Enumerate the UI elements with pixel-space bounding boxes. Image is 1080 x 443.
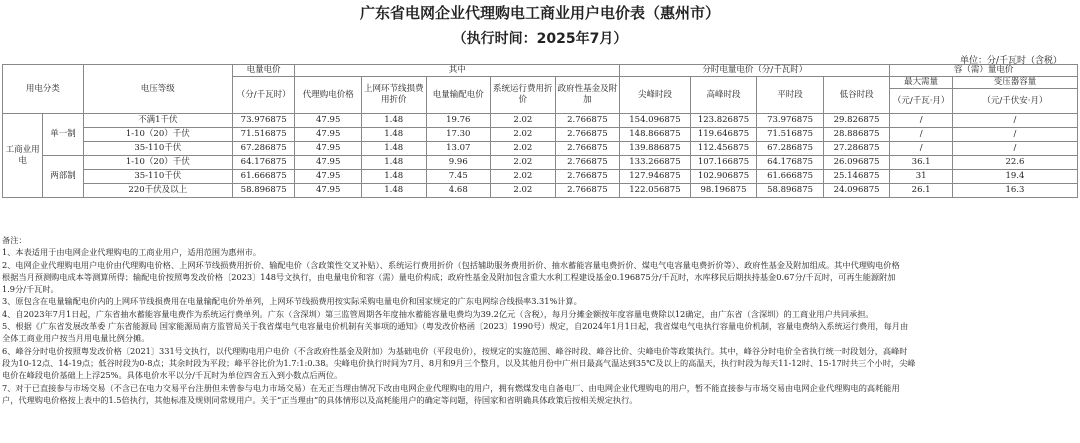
cell-sharp: 127.946875 (620, 170, 691, 184)
cell-flat: 61.666875 (757, 170, 824, 184)
cell-peak: 112.456875 (690, 142, 757, 156)
cell-peak: 98.196875 (690, 184, 757, 198)
table-row (3, 142, 1078, 156)
cell-transmission: 4.68 (426, 184, 491, 198)
table-row (3, 156, 1078, 170)
header-of-which: 其中 (295, 65, 620, 77)
cell-peak: 102.906875 (690, 170, 757, 184)
header-gov-fund: 政府性基金及附加 (555, 77, 620, 114)
note-line: 段为10-12点、14-19点；低谷时段为0-8点；其余时段为平段；峰平谷比价为1.7:1:0.38。尖峰电价执行时间为7月、8月和9月三个整月，以及其他月份中广州日最高气温达到35℃及以上的高温天，执行时段为每天11-12时、15-17时共三个小时，尖峰 (2, 357, 916, 368)
cell-total: 67.286875 (232, 142, 295, 156)
cell-flat: 64.176875 (757, 156, 824, 170)
cell-sharp: 148.866875 (620, 128, 691, 142)
cell-sharp: 154.096875 (620, 114, 691, 128)
subcategory-dual: 两部制 (43, 156, 83, 198)
header-voltage: 电压等级 (83, 65, 232, 114)
cell-total: 71.516875 (232, 128, 295, 142)
table-row (3, 114, 1078, 128)
cell-system: 2.02 (491, 184, 556, 198)
cell-gov: 2.766875 (555, 184, 620, 198)
cell-gov: 2.766875 (555, 114, 620, 128)
cell-transmission: 7.45 (426, 170, 491, 184)
header-peak: 高峰时段 (690, 77, 757, 114)
cell-total: 58.896875 (232, 184, 295, 198)
cell-valley: 26.096875 (823, 156, 890, 170)
table-row (3, 184, 1078, 198)
cell-demand: / (890, 114, 953, 128)
cell-loss: 1.48 (361, 128, 426, 142)
table-row (3, 170, 1078, 184)
cell-demand: / (890, 142, 953, 156)
cell-purchase: 47.95 (295, 128, 362, 142)
unit-label: 单位：分/千瓦时（含税） (959, 56, 1062, 66)
cell-loss: 1.48 (361, 184, 426, 198)
page-title: 广东省电网企业代理购电工商业用户电价表（惠州市） (359, 4, 720, 22)
note-line: 全体工商业用户按当月用电量比例分摊。 (2, 333, 150, 344)
category-main: 工商业用电 (3, 114, 43, 198)
cell-purchase: 47.95 (295, 184, 362, 198)
cell-voltage: 220千伏及以上 (83, 184, 232, 198)
cell-peak: 107.166875 (690, 156, 757, 170)
cell-voltage: 35-110千伏 (83, 142, 232, 156)
cell-system: 2.02 (491, 128, 556, 142)
cell-sharp: 133.266875 (620, 156, 691, 170)
cell-total: 64.176875 (232, 156, 295, 170)
cell-flat: 67.286875 (757, 142, 824, 156)
cell-voltage: 1-10（20）千伏 (83, 156, 232, 170)
header-category: 用电分类 (3, 65, 84, 114)
cell-demand: 36.1 (890, 156, 953, 170)
header-transformer-cap: 变压器容量 (952, 77, 1077, 89)
header-max-demand-unit: （元/千瓦·月） (890, 89, 953, 114)
note-line: 6、峰谷分时电价按照粤发改价格〔2021〕331号文执行，以代理购电用户电价（不含政府性基金及附加）为基础电价（平段电价），按规定的实施范围、峰谷时段、峰谷比价、尖峰电价等政策执行。其中，峰谷分时电价全省执行统一时段划分，高峰时 (2, 345, 908, 356)
header-transformer-cap-unit: （元/千伏安·月） (952, 89, 1077, 114)
cell-capacity: 22.6 (952, 156, 1077, 170)
note-line: 7、对于已直接参与市场交易（不含已在电力交易平台注册但未曾参与电力市场交易）在无正当理由情况下改由电网企业代理购电的用户，拥有燃煤发电自备电厂、由电网企业代理购电的用户，暂不能直接参与市场交易由电网企业代理购电的高耗能用 (2, 382, 900, 393)
note-line: 1、本表适用于由电网企业代理购电的工商业用户，适用范围为惠州市。 (2, 247, 262, 258)
cell-loss: 1.48 (361, 156, 426, 170)
cell-transmission: 13.07 (426, 142, 491, 156)
cell-capacity: 16.3 (952, 184, 1077, 198)
note-line: 根据当月预测购电成本等测算所得；输配电价按照粤发改价格〔2023〕148号文执行，由电量电价和容（需）量电价构成；政府性基金及附加包含重大水利工程建设基金0.196875分/千瓦时，水库移民后期扶持基金0.67分/千瓦时，可再生能源附加 (2, 271, 896, 282)
cell-total: 61.666875 (232, 170, 295, 184)
page-subtitle: （执行时间：2025年7月） (452, 31, 628, 47)
cell-loss: 1.48 (361, 114, 426, 128)
cell-loss: 1.48 (361, 142, 426, 156)
cell-purchase: 47.95 (295, 142, 362, 156)
cell-valley: 29.826875 (823, 114, 890, 128)
cell-system: 2.02 (491, 114, 556, 128)
header-tou-group: 分时电量电价（分/千瓦时） (620, 65, 890, 77)
header-system-cost: 系统运行费用折价 (491, 77, 556, 114)
header-line-loss: 上网环节线损费用折价 (361, 77, 426, 114)
cell-capacity: 19.4 (952, 170, 1077, 184)
header-energy-price: 电量电价 (232, 65, 295, 77)
header-transmission: 电量输配电价 (426, 77, 491, 114)
cell-valley: 27.286875 (823, 142, 890, 156)
cell-capacity: / (952, 142, 1077, 156)
note-line: 4、自2023年7月1日起，广东省抽水蓄能容量电费作为系统运行费单列。广东（含深圳）第三监管周期各年度抽水蓄能容量电费均为39.2亿元（含税），每月分摊金额按年度容量电费除以12确定，由广东省（含深圳）的工商业用户共同承担。 (2, 308, 874, 319)
cell-voltage: 35-110千伏 (83, 170, 232, 184)
cell-demand: 26.1 (890, 184, 953, 198)
cell-transmission: 9.96 (426, 156, 491, 170)
cell-transmission: 19.76 (426, 114, 491, 128)
note-line: 户，代理购电价格按上表中的1.5倍执行，其他标准及规则同常规用户。关于“正当理由”的具体情形以及高耗能用户的确定等问题，待国家和省明确具体政策后按相关规定执行。 (2, 394, 638, 405)
cell-capacity: / (952, 128, 1077, 142)
cell-sharp: 122.056875 (620, 184, 691, 198)
cell-voltage: 1-10（20）千伏 (83, 128, 232, 142)
header-max-demand: 最大需量 (890, 77, 953, 89)
cell-flat: 58.896875 (757, 184, 824, 198)
cell-system: 2.02 (491, 170, 556, 184)
cell-purchase: 47.95 (295, 156, 362, 170)
notes-section (2, 234, 1078, 406)
subcategory-single: 单一制 (43, 114, 83, 156)
cell-loss: 1.48 (361, 170, 426, 184)
cell-gov: 2.766875 (555, 170, 620, 184)
note-line: 电价在峰段电价基础上上浮25%。具体电价水平以分/千瓦时为单位四舍五入到小数点后两位。 (2, 370, 343, 381)
cell-valley: 28.886875 (823, 128, 890, 142)
header-energy-price-unit: （分/千瓦时） (232, 77, 295, 114)
price-table (2, 64, 1078, 198)
cell-gov: 2.766875 (555, 142, 620, 156)
note-line: 备注： (2, 235, 27, 245)
cell-gov: 2.766875 (555, 156, 620, 170)
table-row (3, 128, 1078, 142)
note-line: 3、原包含在电量输配电价内的上网环节线损费用在电量输配电价外单列，上网环节线损费用按实际采购电量电价和国家规定的广东电网综合线损率3.31%计算。 (2, 296, 582, 307)
cell-system: 2.02 (491, 156, 556, 170)
cell-demand: / (890, 128, 953, 142)
cell-valley: 24.096875 (823, 184, 890, 198)
header-sharp-peak: 尖峰时段 (620, 77, 691, 114)
note-line: 1.9分/千瓦时。 (2, 284, 59, 295)
cell-purchase: 47.95 (295, 114, 362, 128)
cell-voltage: 不满1千伏 (83, 114, 232, 128)
note-line: 2、电网企业代理购电用户电价由代理购电价格、上网环节线损费用折价、输配电价（含政策性交叉补贴）、系统运行费用折价（包括辅助服务费用折价、抽水蓄能容量电费折价、煤电气电容量电费折价等）、政府性基金及附加组成。其中代理购电价格 (2, 259, 900, 270)
cell-valley: 25.146875 (823, 170, 890, 184)
cell-transmission: 17.30 (426, 128, 491, 142)
header-valley: 低谷时段 (823, 77, 890, 114)
cell-demand: 31 (890, 170, 953, 184)
cell-peak: 123.826875 (690, 114, 757, 128)
header-flat: 平时段 (757, 77, 824, 114)
cell-total: 73.976875 (232, 114, 295, 128)
cell-system: 2.02 (491, 142, 556, 156)
cell-sharp: 139.886875 (620, 142, 691, 156)
cell-capacity: / (952, 114, 1077, 128)
cell-purchase: 47.95 (295, 170, 362, 184)
note-line: 5、根据《广东省发展改革委 广东省能源局 国家能源局南方监管局关于我省煤电气电容量电价机制有关事项的通知》（粤发改价格函〔2023〕1990号）规定，自2024年1月1日起，我省煤电气电执行容量电价机制，容量电费纳入系统运行费用，每月由 (2, 321, 909, 332)
header-capacity-group: 容（需）量电价 (890, 65, 1078, 77)
cell-flat: 71.516875 (757, 128, 824, 142)
header-purchase-price: 代理购电价格 (295, 77, 362, 114)
cell-peak: 119.646875 (690, 128, 757, 142)
cell-gov: 2.766875 (555, 128, 620, 142)
cell-flat: 73.976875 (757, 114, 824, 128)
